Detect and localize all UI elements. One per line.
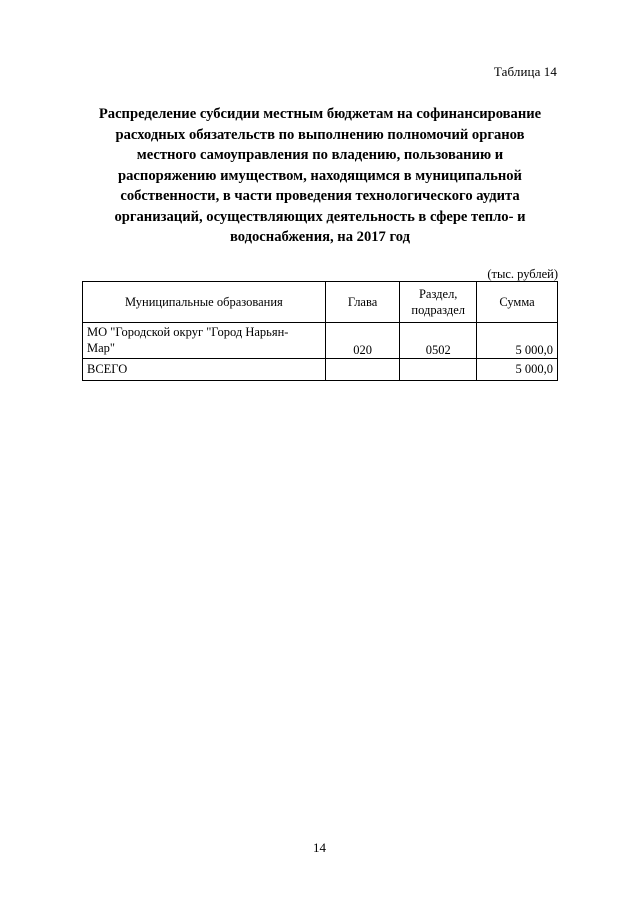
header-sum: Сумма: [477, 282, 558, 323]
table-total-row: [83, 359, 558, 381]
cell-municipality: [83, 323, 326, 359]
total-label: ВСЕГО: [83, 359, 326, 381]
units-label: (тыс. рублей): [487, 267, 558, 281]
title-line: организаций, осуществляющих деятельность в сфере тепло- и: [114, 208, 526, 225]
header-section: [400, 282, 477, 323]
total-section: [400, 359, 477, 381]
title-line: расходных обязательств по выполнению полномочий органов: [115, 126, 525, 143]
header-section-line: Раздел,: [418, 287, 458, 301]
header-chapter: Глава: [325, 282, 400, 323]
cell-sum: 5 000,0: [477, 323, 558, 359]
page-number: 14: [313, 840, 326, 855]
title-line: местного самоуправления по владению, пользованию и: [136, 147, 504, 163]
municipality-line: Мар": [87, 341, 116, 355]
cell-chapter: 020: [325, 323, 400, 359]
title-line: распоряжению имуществом, находящимся в муниципальной: [118, 167, 522, 184]
subsidy-table: [82, 281, 558, 381]
title-line: Распределение субсидии местным бюджетам на софинансирование: [98, 106, 542, 122]
header-municipality: Муниципальные образования: [83, 282, 326, 323]
document-title: [70, 104, 570, 248]
table-row: [83, 323, 558, 359]
header-section-line: подраздел: [411, 303, 465, 317]
municipality-line: МО "Городской округ "Город Нарьян-: [87, 325, 289, 339]
table-number: Таблица 14: [493, 64, 557, 79]
title-line: водоснабжения, на 2017 год: [229, 229, 411, 245]
total-sum: 5 000,0: [477, 359, 558, 381]
total-chapter: [325, 359, 400, 381]
title-line: собственности, в части проведения технологического аудита: [120, 188, 520, 204]
table-header-row: [83, 282, 558, 323]
cell-section: 0502: [400, 323, 477, 359]
